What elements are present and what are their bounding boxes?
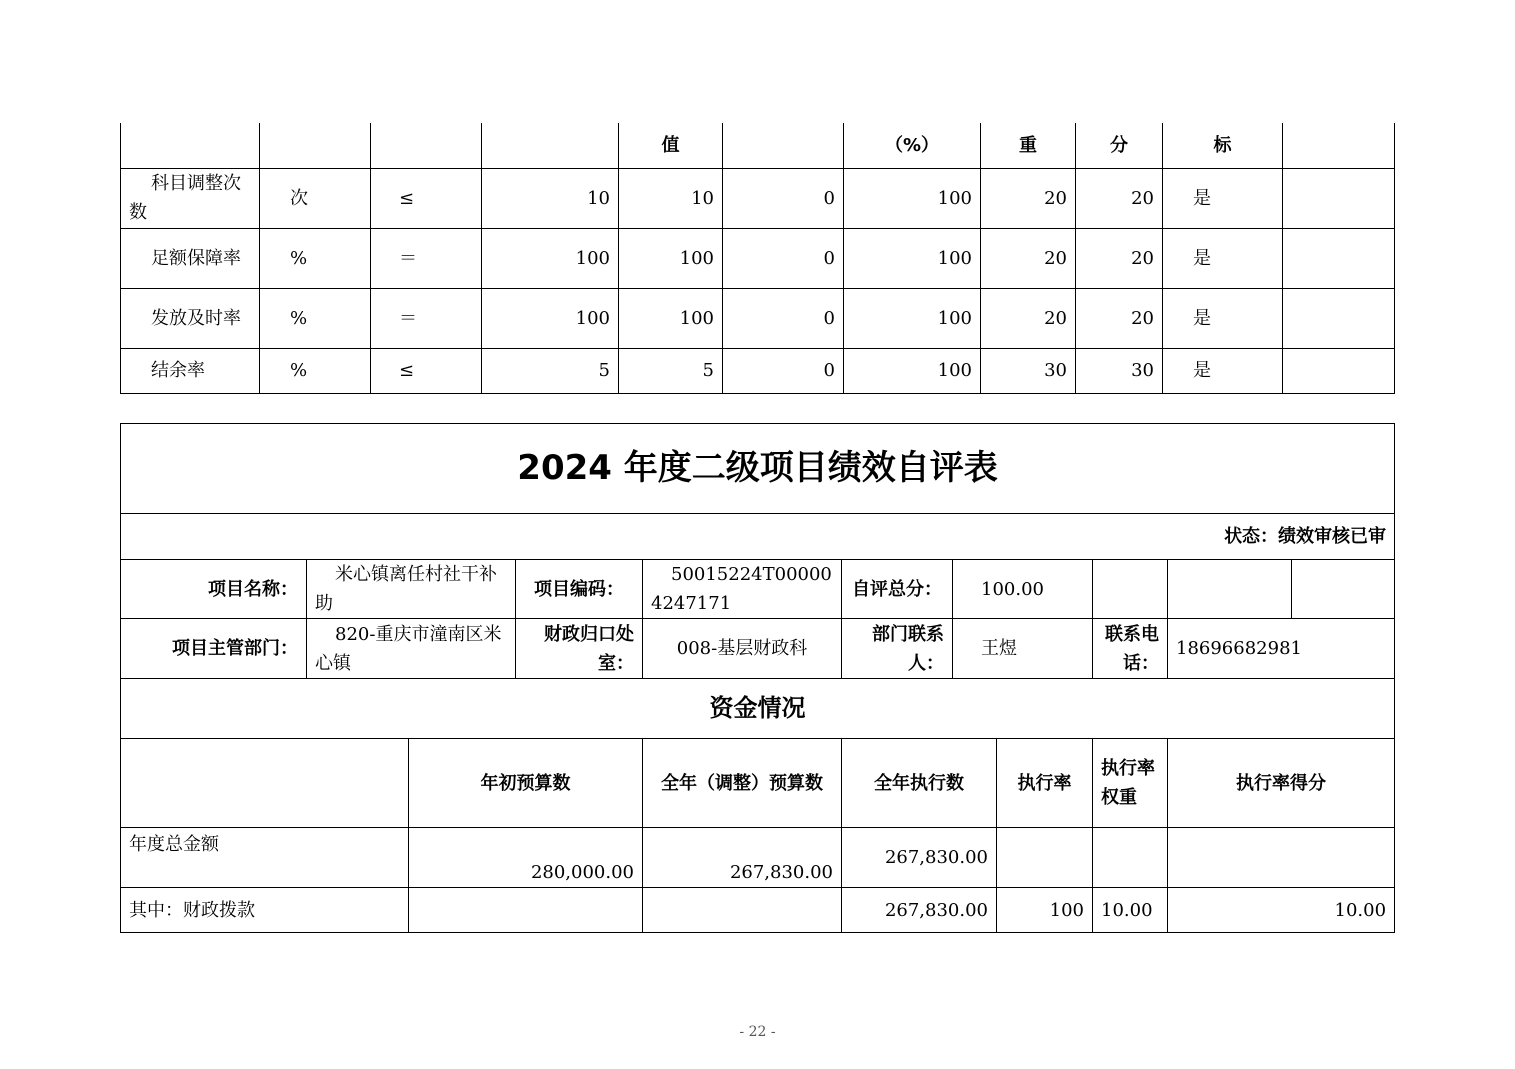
indicator-deviation: 0 <box>723 168 844 228</box>
indicator-op: ≤ <box>371 168 482 228</box>
funds-initial: 280,000.00 <box>409 828 643 888</box>
indicator-score: 20 <box>1076 288 1163 348</box>
header-cell <box>482 123 619 168</box>
indicator-row <box>121 168 1395 228</box>
indicator-op: ≤ <box>371 348 482 393</box>
project-code-label: 项目编码： <box>516 560 643 619</box>
indicator-actual: 5 <box>619 348 723 393</box>
funds-heading: 资金情况 <box>121 679 1395 739</box>
indicator-rate: 100 <box>844 348 981 393</box>
indicator-met: 是 <box>1163 348 1283 393</box>
indicator-met: 是 <box>1163 288 1283 348</box>
indicator-unit: % <box>260 288 371 348</box>
indicator-actual: 10 <box>619 168 723 228</box>
header-cell: 重 <box>981 123 1076 168</box>
indicator-name: 发放及时率 <box>121 288 260 348</box>
empty-cell <box>1168 560 1292 619</box>
empty-cell <box>1292 560 1395 619</box>
indicator-target: 100 <box>482 228 619 288</box>
indicator-note <box>1283 288 1395 348</box>
indicator-actual: 100 <box>619 228 723 288</box>
funds-rate <box>997 828 1093 888</box>
project-name: 米心镇离任村社干补助 <box>307 560 516 619</box>
indicator-unit: 次 <box>260 168 371 228</box>
funds-weight <box>1093 828 1168 888</box>
indicator-deviation: 0 <box>723 228 844 288</box>
funds-rate: 100 <box>997 888 1093 933</box>
indicator-weight: 20 <box>981 288 1076 348</box>
header-cell <box>121 123 260 168</box>
empty-cell <box>121 739 409 828</box>
project-name-label: 项目名称： <box>121 560 307 619</box>
funds-label: 年度总金额 <box>121 828 409 888</box>
funds-weight: 10.00 <box>1093 888 1168 933</box>
indicator-row <box>121 228 1395 288</box>
dept-label: 项目主管部门： <box>121 619 307 679</box>
total-score: 100.00 <box>953 560 1093 619</box>
indicator-header-row <box>121 123 1395 168</box>
funds-header-weight: 执行率权重 <box>1093 739 1168 828</box>
header-cell: 值 <box>619 123 723 168</box>
indicator-weight: 20 <box>981 228 1076 288</box>
funds-label: 其中：财政拨款 <box>121 888 409 933</box>
indicator-rate: 100 <box>844 288 981 348</box>
indicator-note <box>1283 348 1395 393</box>
funds-row <box>121 828 1395 888</box>
dept-value: 820-重庆市潼南区米心镇 <box>307 619 516 679</box>
indicator-score: 20 <box>1076 168 1163 228</box>
status-row <box>121 514 1395 560</box>
indicator-target: 10 <box>482 168 619 228</box>
indicator-score: 30 <box>1076 348 1163 393</box>
indicator-op: ＝ <box>371 228 482 288</box>
indicator-note <box>1283 168 1395 228</box>
project-code: 50015224T000004247171 <box>643 560 842 619</box>
indicator-unit: % <box>260 228 371 288</box>
indicator-op: ＝ <box>371 288 482 348</box>
indicator-name: 足额保障率 <box>121 228 260 288</box>
funds-header-row <box>121 739 1395 828</box>
finance-office-value: 008-基层财政科 <box>643 619 842 679</box>
page-number: - 22 - <box>739 1024 776 1040</box>
indicator-row <box>121 348 1395 393</box>
header-cell <box>723 123 844 168</box>
form-title: 2024 年度二级项目绩效自评表 <box>121 424 1395 514</box>
funds-header-rate: 执行率 <box>997 739 1093 828</box>
indicator-actual: 100 <box>619 288 723 348</box>
funds-header-executed: 全年执行数 <box>842 739 997 828</box>
funds-score: 10.00 <box>1168 888 1395 933</box>
phone-label: 联系电话： <box>1093 619 1168 679</box>
indicator-met: 是 <box>1163 228 1283 288</box>
contact-label: 部门联系人： <box>842 619 953 679</box>
funds-score <box>1168 828 1395 888</box>
funds-executed: 267,830.00 <box>842 828 997 888</box>
header-cell <box>371 123 482 168</box>
funds-heading-row <box>121 679 1395 739</box>
funds-header-adjusted: 全年（调整）预算数 <box>643 739 842 828</box>
total-score-label: 自评总分： <box>842 560 953 619</box>
indicator-deviation: 0 <box>723 348 844 393</box>
indicator-weight: 20 <box>981 168 1076 228</box>
phone-value: 18696682981 <box>1168 619 1395 679</box>
header-cell: 标 <box>1163 123 1283 168</box>
dept-info-row <box>121 619 1395 679</box>
header-cell <box>260 123 371 168</box>
indicator-met: 是 <box>1163 168 1283 228</box>
indicator-weight: 30 <box>981 348 1076 393</box>
funds-initial <box>409 888 643 933</box>
title-row <box>121 424 1395 514</box>
indicator-row <box>121 288 1395 348</box>
funds-header-initial: 年初预算数 <box>409 739 643 828</box>
empty-cell <box>1093 560 1168 619</box>
performance-eval-form <box>120 423 1395 933</box>
indicator-rate: 100 <box>844 168 981 228</box>
indicator-name: 结余率 <box>121 348 260 393</box>
indicator-target: 5 <box>482 348 619 393</box>
indicator-name: 科目调整次数 <box>121 168 260 228</box>
header-cell: 分 <box>1076 123 1163 168</box>
funds-adjusted <box>643 888 842 933</box>
header-cell <box>1283 123 1395 168</box>
indicator-target: 100 <box>482 288 619 348</box>
funds-adjusted: 267,830.00 <box>643 828 842 888</box>
indicator-note <box>1283 228 1395 288</box>
funds-executed: 267,830.00 <box>842 888 997 933</box>
indicator-table <box>120 123 1395 394</box>
indicator-rate: 100 <box>844 228 981 288</box>
header-cell: （%） <box>844 123 981 168</box>
funds-row <box>121 888 1395 933</box>
indicator-unit: % <box>260 348 371 393</box>
status-text: 状态：绩效审核已审 <box>121 514 1395 560</box>
indicator-deviation: 0 <box>723 288 844 348</box>
finance-office-label: 财政归口处室： <box>516 619 643 679</box>
indicator-score: 20 <box>1076 228 1163 288</box>
funds-header-score: 执行率得分 <box>1168 739 1395 828</box>
contact-value: 王煜 <box>953 619 1093 679</box>
project-info-row <box>121 560 1395 619</box>
